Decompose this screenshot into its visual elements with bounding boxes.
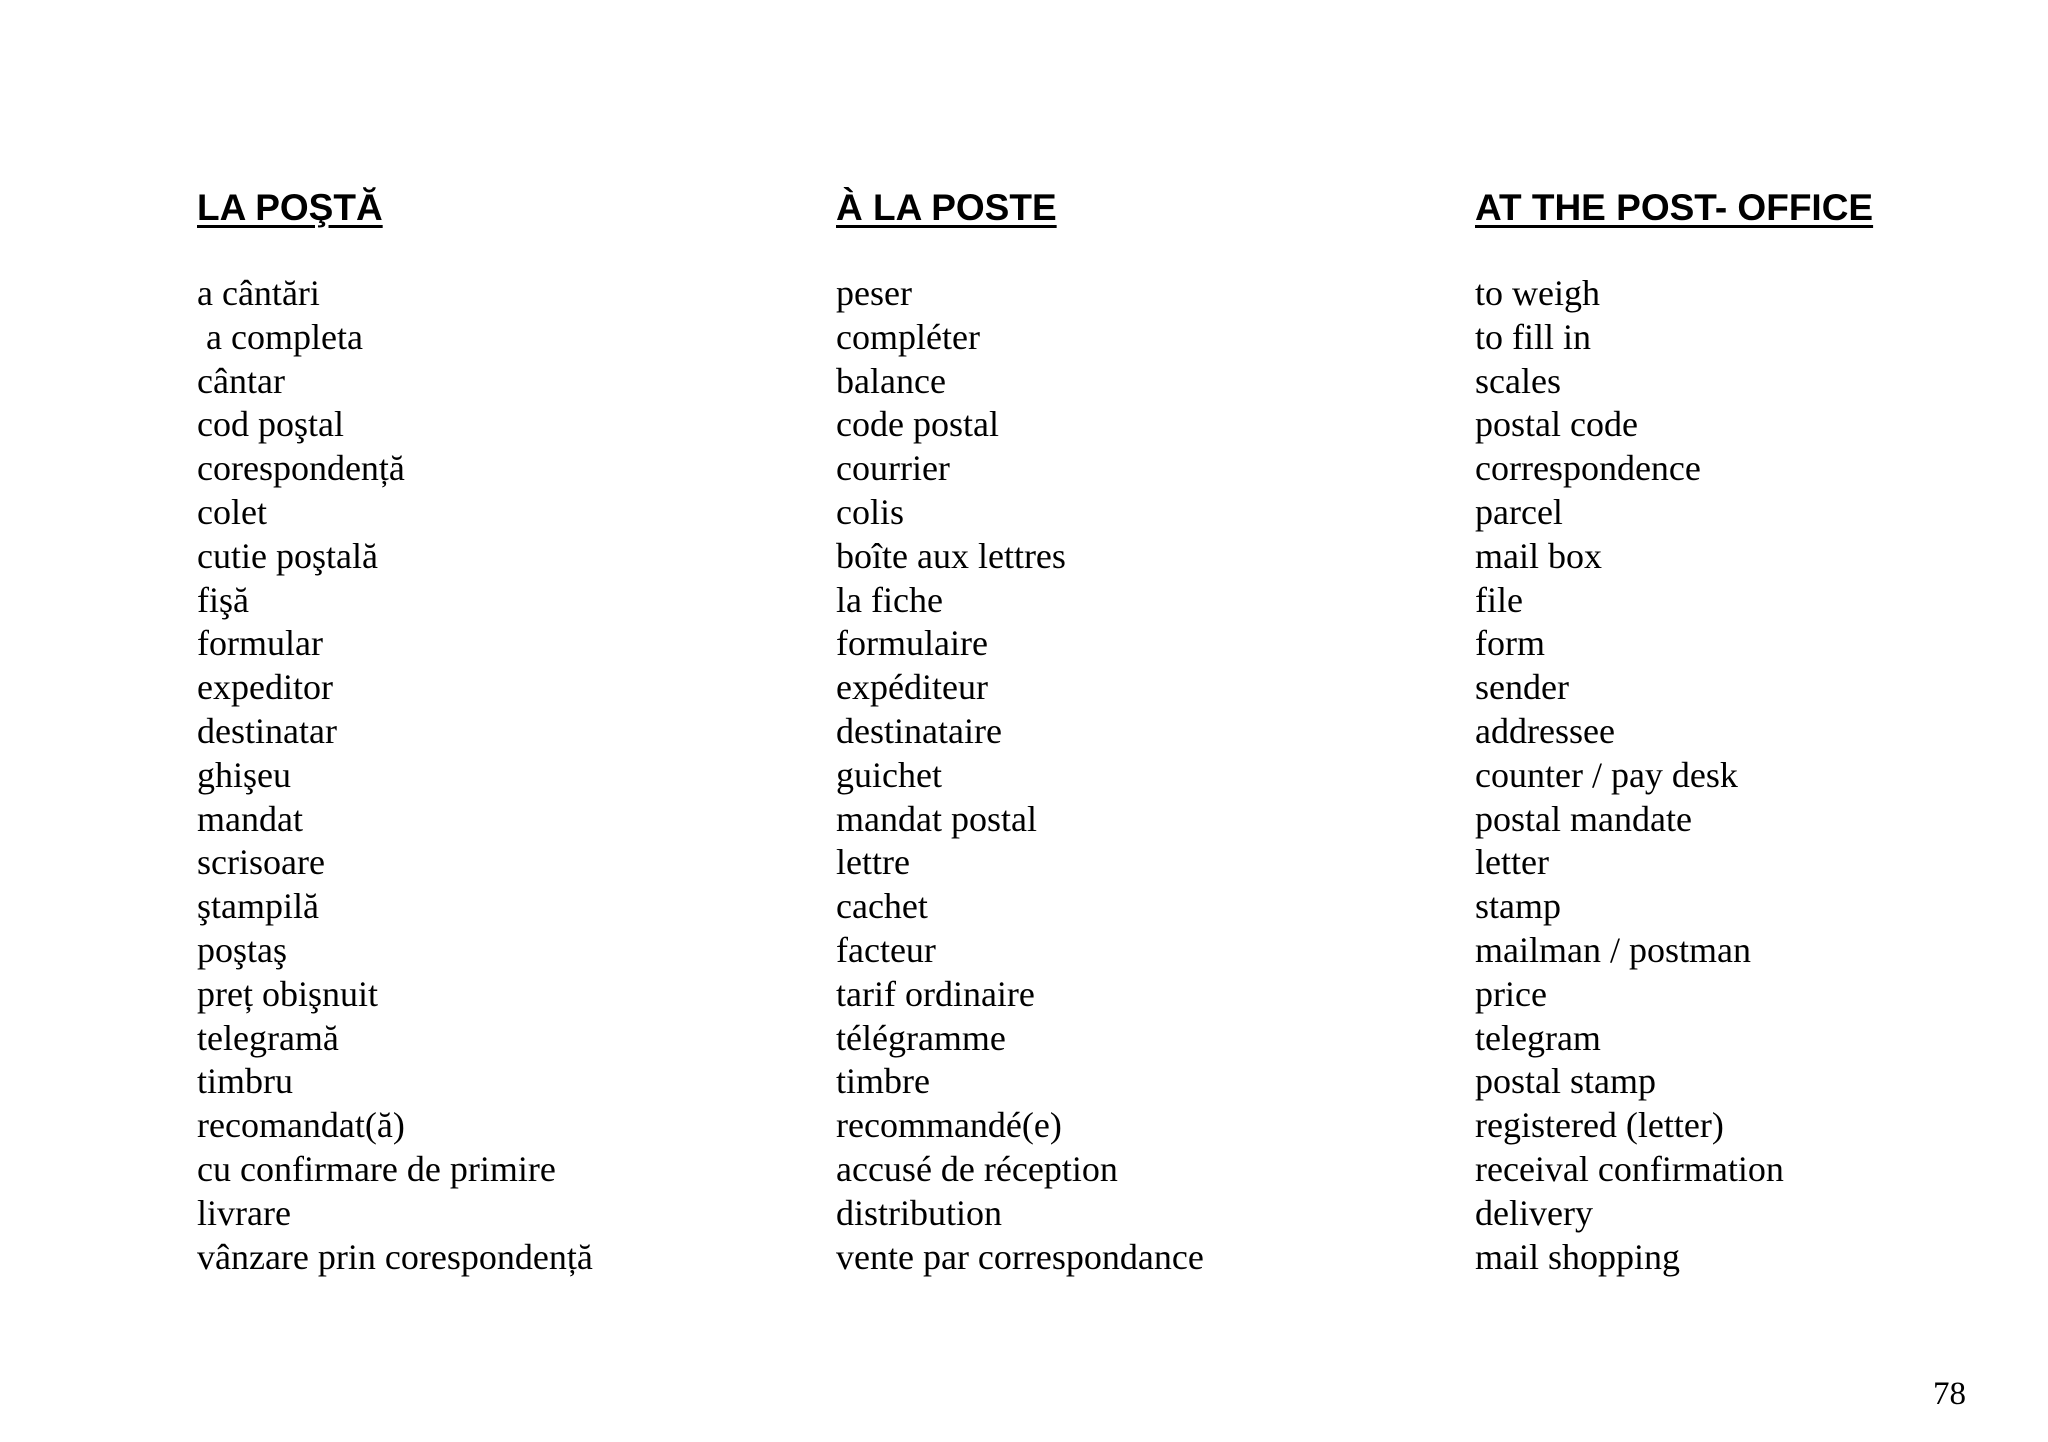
- vocab-term: compléter: [836, 316, 980, 357]
- column-french: [836, 184, 1456, 1279]
- vocab-term: postal code: [1475, 404, 1638, 445]
- vocab-term: poştaş: [197, 929, 287, 970]
- vocab-term: cachet: [836, 886, 928, 927]
- column-heading-romanian: LA POŞTĂ: [197, 187, 383, 228]
- vocab-term: boîte aux lettres: [836, 535, 1066, 576]
- vocab-term: postal stamp: [1475, 1061, 1656, 1102]
- vocab-term: tarif ordinaire: [836, 973, 1035, 1014]
- vocab-term: distribution: [836, 1192, 1003, 1233]
- vocab-term: parcel: [1475, 491, 1563, 532]
- vocab-term: letter: [1475, 842, 1549, 883]
- vocab-term: balance: [836, 360, 946, 401]
- vocab-term: price: [1475, 973, 1547, 1014]
- vocab-term: ghişeu: [197, 754, 291, 795]
- vocab-term: code postal: [836, 404, 999, 445]
- vocab-term: cântar: [197, 360, 285, 401]
- vocab-term: mail shopping: [1475, 1236, 1680, 1277]
- vocab-term: stamp: [1475, 886, 1561, 927]
- vocab-term: destinataire: [836, 710, 1002, 751]
- vocab-term: file: [1475, 579, 1523, 620]
- vocab-term: expeditor: [197, 667, 333, 708]
- vocab-term: colis: [836, 491, 904, 532]
- vocab-term: correspondence: [1475, 448, 1701, 489]
- vocab-term: cod poştal: [197, 404, 344, 445]
- vocab-term: a completa: [197, 316, 363, 357]
- word-list-romanian: [197, 272, 817, 1279]
- vocab-term: delivery: [1475, 1192, 1593, 1233]
- vocab-term: destinatar: [197, 710, 337, 751]
- page-number: 78: [1933, 1376, 1966, 1412]
- vocab-term: courrier: [836, 448, 950, 489]
- column-heading-french: À LA POSTE: [836, 187, 1057, 228]
- column-romanian: [197, 184, 817, 1279]
- vocab-term: scrisoare: [197, 842, 325, 883]
- word-list-french: [836, 272, 1456, 1279]
- vocab-term: timbre: [836, 1061, 930, 1102]
- vocab-term: receival confirmation: [1475, 1148, 1784, 1189]
- vocab-term: ştampilă: [197, 886, 319, 927]
- vocab-term: mandat: [197, 798, 303, 839]
- vocab-term: recommandé(e): [836, 1105, 1062, 1146]
- vocab-term: vânzare prin corespondență: [197, 1236, 593, 1277]
- vocab-term: postal mandate: [1475, 798, 1692, 839]
- vocab-term: livrare: [197, 1192, 291, 1233]
- vocab-term: to fill in: [1475, 316, 1591, 357]
- vocab-term: to weigh: [1475, 273, 1600, 313]
- vocab-term: scales: [1475, 360, 1561, 401]
- vocab-term: preț obişnuit: [197, 973, 378, 1014]
- vocab-term: sender: [1475, 667, 1569, 708]
- vocab-term: mandat postal: [836, 798, 1037, 839]
- column-english: [1475, 184, 2048, 1279]
- vocab-term: telegramă: [197, 1017, 339, 1058]
- vocab-term: mail box: [1475, 535, 1602, 576]
- vocab-term: expéditeur: [836, 667, 988, 708]
- vocab-term: guichet: [836, 754, 942, 795]
- vocab-term: timbru: [197, 1061, 293, 1102]
- vocab-term: telegram: [1475, 1017, 1601, 1058]
- vocab-term: cu confirmare de primire: [197, 1148, 556, 1189]
- vocab-term: lettre: [836, 842, 910, 883]
- vocab-term: corespondență: [197, 448, 405, 489]
- vocab-term: peser: [836, 273, 912, 313]
- vocab-term: facteur: [836, 929, 936, 970]
- vocab-term: formulaire: [836, 623, 988, 664]
- vocab-term: a cântări: [197, 273, 320, 313]
- vocab-term: registered (letter): [1475, 1105, 1724, 1146]
- vocab-term: colet: [197, 491, 267, 532]
- column-heading-english: AT THE POST- OFFICE: [1475, 187, 1874, 228]
- vocab-term: recomandat(ă): [197, 1105, 405, 1146]
- vocab-term: télégramme: [836, 1017, 1006, 1058]
- vocab-term: cutie poştală: [197, 535, 378, 576]
- vocab-term: fişă: [197, 579, 249, 620]
- vocab-term: addressee: [1475, 710, 1615, 751]
- vocab-term: vente par correspondance: [836, 1236, 1204, 1277]
- vocab-term: counter / pay desk: [1475, 754, 1738, 795]
- word-list-english: [1475, 272, 2048, 1279]
- vocab-term: formular: [197, 623, 323, 664]
- vocab-term: la fiche: [836, 579, 943, 620]
- vocab-term: accusé de réception: [836, 1148, 1118, 1189]
- vocab-term: mailman / postman: [1475, 929, 1751, 970]
- vocab-term: form: [1475, 623, 1545, 664]
